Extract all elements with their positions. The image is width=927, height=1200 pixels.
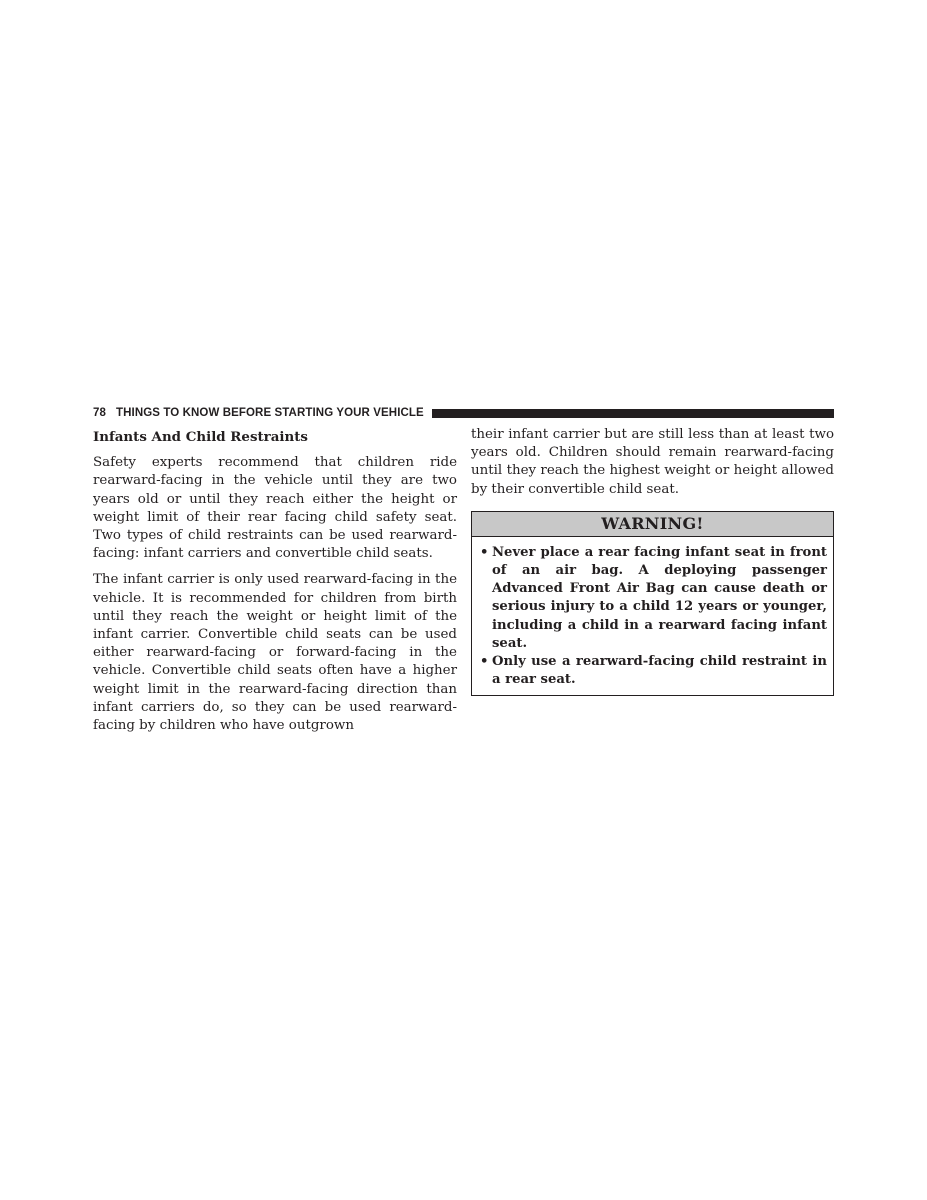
body-paragraph: The infant carrier is only used rearward-facing in the vehicle. It is recommended for children from birth until they reach the weight or height limit of the infant carrier. Convertible child seats can be used either rearward-facing or forward-facing in the vehicle. Convertible child seats often have a higher weight limit in the rearward-facing direction than infant carriers do, so they can be used rearward-facing by children who have outgrown xyxy=(93,572,457,734)
right-column xyxy=(471,426,834,696)
warning-list xyxy=(472,537,833,696)
warning-box xyxy=(471,511,834,697)
chapter-title: THINGS TO KNOW BEFORE STARTING YOUR VEHICLE xyxy=(116,407,424,419)
body-paragraph: Safety experts recommend that children ride rearward-facing in the vehicle until they are two years old or until they reach either the height or weight limit of their rear facing child safety seat. Two types of child restraints can be used rearward-facing: infant carriers and convertible child seats. xyxy=(93,455,457,562)
bullet-icon: • xyxy=(480,654,489,670)
warning-item xyxy=(480,544,827,653)
page-number: 78 xyxy=(93,407,106,419)
warning-text: Never place a rear facing infant seat in front of an air bag. A deploying passenger Advanced Front Air Bag can cause death or serious injury to a child 12 years or younger, including a child in a rearward facing infant seat. xyxy=(492,544,827,651)
bullet-icon: • xyxy=(480,544,489,560)
body-paragraph-continued: their infant carrier but are still less than at least two years old. Children should remain rearward-facing until they reach the highest weight or height allowed by their convertible child seat. xyxy=(471,427,834,497)
warning-text: Only use a rearward-facing child restraint in a rear seat. xyxy=(492,654,827,688)
left-column xyxy=(93,426,457,743)
warning-title: WARNING! xyxy=(472,512,833,537)
header-rule xyxy=(432,409,834,418)
warning-item xyxy=(480,653,827,689)
page-header xyxy=(93,405,834,421)
section-heading: Infants And Child Restraints xyxy=(93,429,308,445)
